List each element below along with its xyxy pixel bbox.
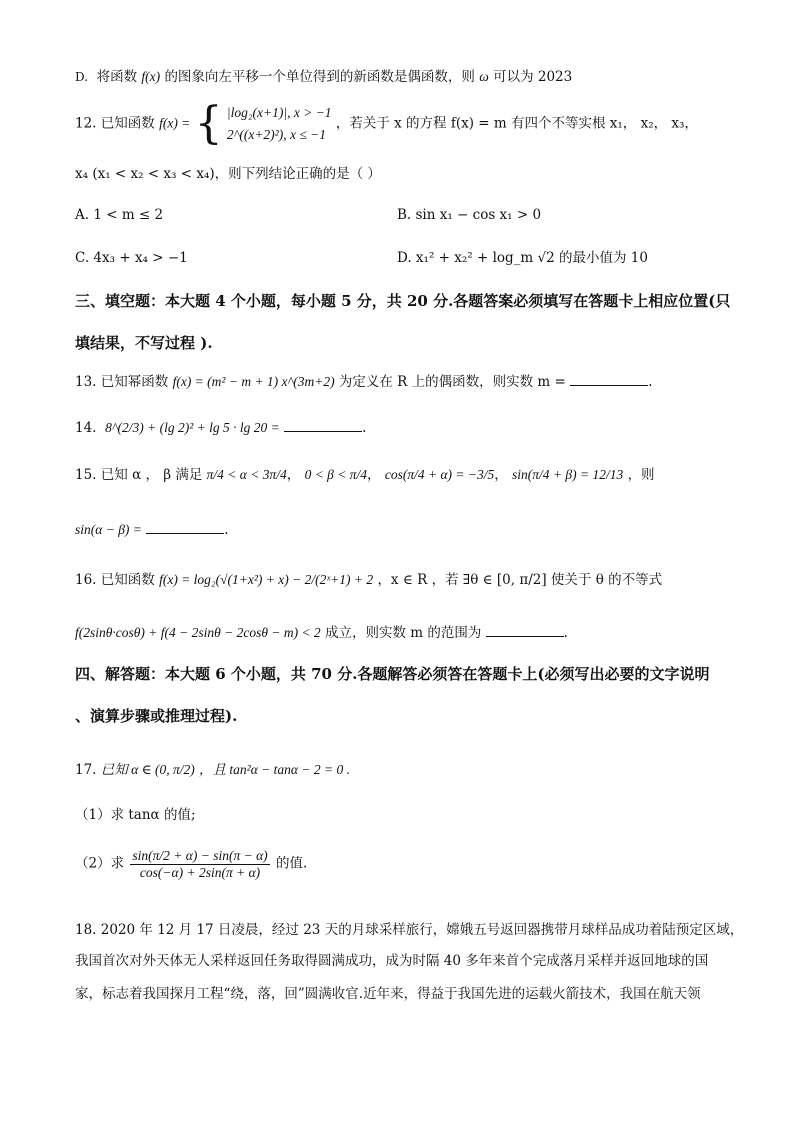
question-16-inequality: f(2sinθ·cosθ) + f(4 − 2sinθ − 2cosθ − m) < 2 [75,625,321,640]
question-13-expression: f(x) = (m² − m + 1) x^(3m+2) [172,374,335,389]
question-17-part-1: （1）求 tanα 的值; [75,807,196,823]
option-d-line [75,70,572,85]
question-17-equation: ，且 tan²α − tanα − 2 = 0 . [199,762,350,777]
question-12-option-b: B. sin x₁ − cos x₁ > 0 [397,207,542,223]
question-15-ask-line [75,523,229,538]
question-15-text-a: 已知 α ， β 满足 [100,467,203,483]
answer-blank[interactable] [284,430,362,432]
piecewise-brace: { [194,98,223,149]
question-12-header [75,98,698,149]
question-13-text-b: 为定义在 R 上的偶函数，则实数 m = [338,374,566,390]
option-d-text-c: 可以为 2023 [493,69,573,85]
question-17 [75,763,350,778]
question-16-domain: ，x ∈ R [377,572,428,588]
question-15-cond-3: cos(π/4 + α) = −3/5 [384,467,495,482]
question-13-number: 13. [75,374,97,390]
question-12-option-c: C. 4x₃ + x₄ > −1 [75,250,188,266]
question-18-line2: 我国首次对外天体无人采样返回任务取得圆满成功，成为时隔 40 多年来首个完成落月采样并返回地球的国 [75,953,709,969]
question-17-part-2-end: 的值. [275,855,308,872]
section-4-heading-line1: 四、解答题：本大题 6 个小题，共 70 分.各题解答必须答在答题卡上(必须写出必要的文字说明 [75,665,710,683]
answer-blank[interactable] [486,635,564,637]
question-12-line2: x₄ (x₁ < x₂ < x₃ < x₄)，则下列结论正确的是（ ） [75,166,381,182]
question-16-number: 16. [75,572,97,588]
piecewise-case-2: 2^((x+2)²), x ≤ −1 [226,127,326,142]
question-12-option-d: D. x₁² + x₂² + log_m √2 的最小值为 10 [397,250,648,266]
question-18-line1: 18. 2020 年 12 月 17 日凌晨，经过 23 天的月球采样旅行，嫦娥五号返回器携带月球样品成功着陆预定区域， [75,922,744,938]
option-d-fx: f(x) [141,69,161,84]
question-14-number: 14. [75,420,97,436]
fraction-denominator: cos(−α) + 2sin(π + α) [139,864,261,880]
question-15-cond-4: sin(π/4 + β) = 12/13 [512,467,624,482]
question-16-end: . [563,625,568,641]
answer-blank[interactable] [570,384,648,386]
section-4-heading-line2: 、演算步骤或推理过程). [75,707,238,725]
question-16-text-b: ，若 ∃θ ∈ [0, π/2] 使关于 θ 的不等式 [431,572,663,588]
option-d-text-a: 将函数 [96,69,138,85]
question-16-line2 [75,626,568,641]
question-14-expression: 8^(2/3) + (lg 2)² + lg 5 · lg 20 = [105,420,280,435]
option-d-text-b: 的图象向左平移一个单位得到的新函数是偶函数，则 [164,69,475,85]
question-16 [75,573,662,588]
question-12-fx: f(x) = [159,115,191,131]
piecewise-case-1: |log₂(x+1)|, x > −1 [226,105,332,121]
question-15-number: 15. [75,467,97,483]
option-d-omega: ω [479,69,489,84]
question-17-part-2 [75,848,307,880]
section-3-heading-line2: 填结果，不写过程 ). [75,334,213,352]
question-13-text-a: 已知幂函数 [100,374,169,390]
question-17-fraction [130,848,269,880]
question-13-end: . [648,374,653,390]
question-15-cond-2: 0 < β < π/4 [304,467,368,482]
question-14 [75,421,366,436]
question-12-condition: ，若关于 x 的方程 f(x) = m 有四个不等实根 x₁， x₂， x₃， [335,115,698,132]
question-15-end: . [224,522,229,538]
fraction-numerator: sin(π/2 + α) − sin(π − α) [132,848,268,863]
piecewise-cases [227,102,332,145]
question-13 [75,375,652,390]
question-17-number: 17. [75,762,97,778]
question-12-option-a: A. 1 < m ≤ 2 [75,207,164,223]
question-12-number: 12. [75,115,97,132]
question-17-domain: 已知 α ∈ (0, π/2) [100,762,195,777]
answer-blank[interactable] [146,532,224,534]
question-15-then: ，则 [627,467,655,483]
question-16-text-a: 已知函数 [100,572,155,588]
question-15-cond-1: π/4 < α < 3π/4 [206,467,287,482]
option-d-label: D. [75,70,89,84]
question-18-line3: 家，标志着我国探月工程“绕，落，回”圆满收官.近年来，得益于我国先进的运载火箭技术，我国在航天领 [75,986,701,1002]
question-12-intro: 已知函数 [100,115,155,132]
question-15-ask: sin(α − β) = [75,522,142,537]
question-14-end: . [362,420,367,436]
question-16-expression: f(x) = log₂(√(1+x²) + x) − 2/(2ˣ+1) + 2 [159,572,374,587]
question-15: 15. 已知 α ， β 满足 π/4 < α < 3π/4， 0 < β < π/4， cos(π/4 + α) = −3/5， sin(π/4 + β) = 12/13 ，则 [75,467,655,483]
question-17-part-2-label: （2）求 [75,855,125,872]
section-3-heading-line1: 三、填空题：本大题 4 个小题，每小题 5 分，共 20 分.各题答案必须填写在答题卡上相应位置(只 [75,292,731,310]
question-16-text-c: 成立，则实数 m 的范围为 [324,625,482,641]
